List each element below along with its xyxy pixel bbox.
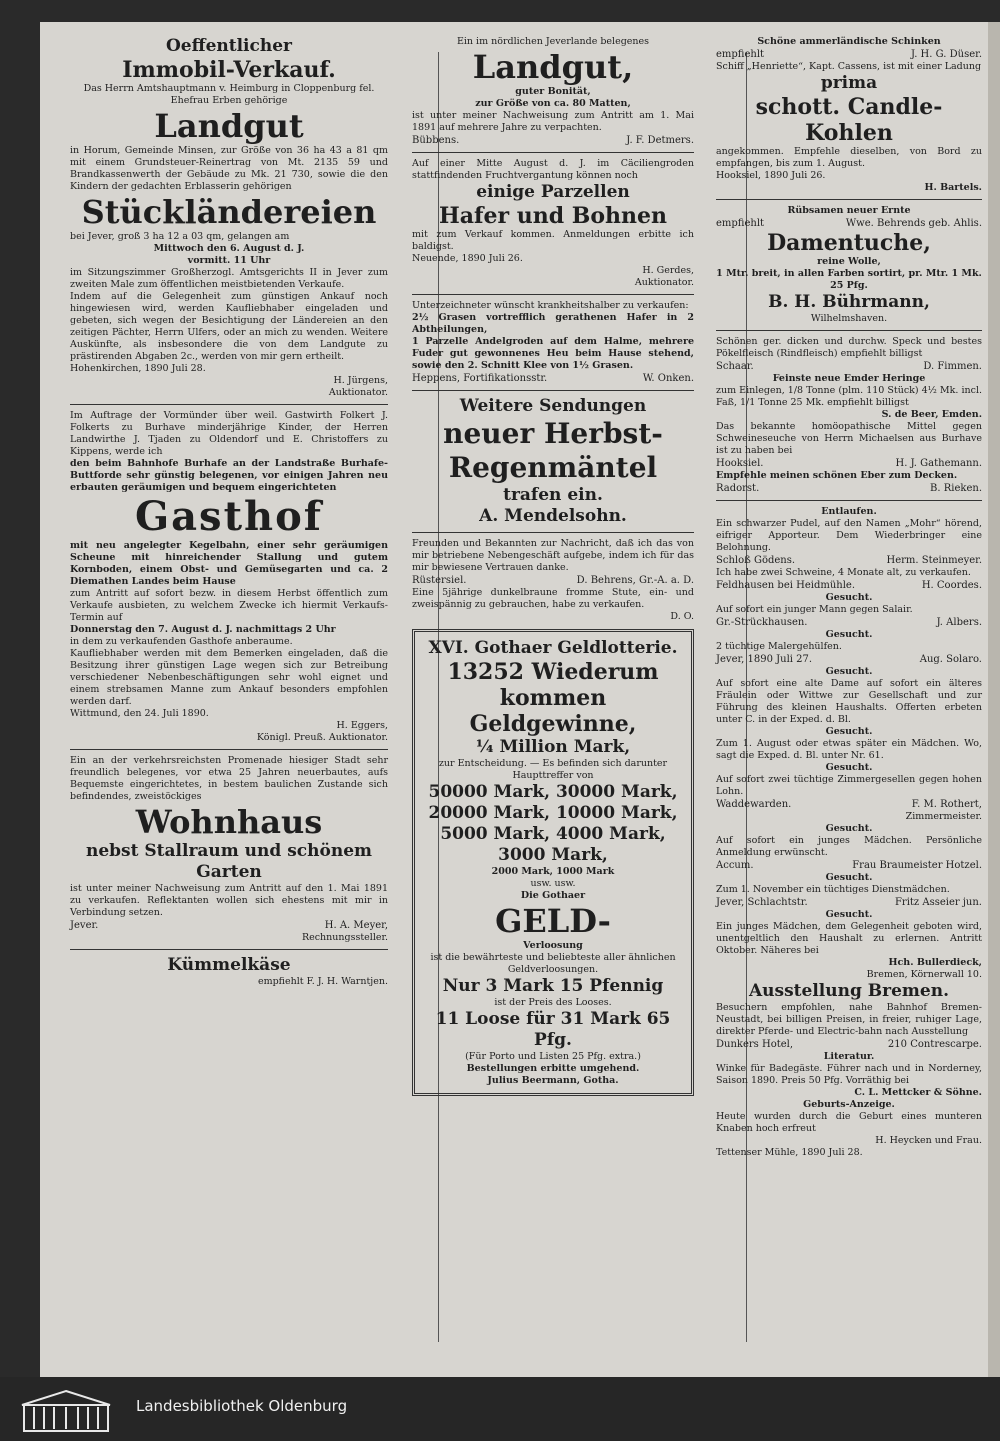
ad-text: Gesucht.: [825, 909, 873, 920]
signature-line: [716, 360, 982, 373]
place-text: Radorst.: [716, 483, 760, 494]
place-text: Bübbens.: [412, 135, 460, 146]
ad-heading: Landgut: [154, 107, 304, 145]
ad-text: Auf sofort ein junges Mädchen. Persönliche Anmeldung erwünscht.: [716, 835, 982, 858]
place-text: Schaar.: [716, 361, 754, 372]
ad-heading: trafen ein.: [503, 485, 603, 505]
signer-name: Aug. Solaro.: [919, 654, 982, 665]
ad-text: Auf sofort ein junger Mann gegen Salair.: [716, 604, 913, 615]
ad-text: im Sitzungszimmer Großherzogl. Amtsgerichts II in Jever zum zweiten Male zum öffentlichen meistbietenden Verkaufe.: [70, 267, 388, 290]
place-text: Jever, 1890 Juli 27.: [716, 654, 813, 665]
ad-text: zum Einlegen, 1/8 Tonne (plm. 110 Stück) 4½ Mk. incl. Faß, 1/1 Tonne 25 Mk. empfiehlt billigst: [716, 385, 982, 408]
ad-heading: einige Parzellen: [476, 182, 630, 202]
ad-text: vormitt. 11 Uhr: [187, 255, 271, 266]
ad-text: bei Jever, groß 3 ha 12 a 03 qm, gelangen am: [70, 231, 290, 242]
ad-text: Gesucht.: [825, 823, 873, 834]
rule: [70, 949, 388, 950]
ad-heading: Damentuche,: [767, 230, 931, 256]
ad-text: (Für Porto und Listen 25 Pfg. extra.): [465, 1051, 641, 1062]
place-text: Dunkers Hotel,: [716, 1039, 794, 1050]
ad-text: 2000 Mark, 1000 Mark: [491, 866, 615, 877]
place-text: Jever.: [70, 920, 99, 931]
ad-text: Auf sofort eine alte Dame auf sofort ein älteres Fräulein oder Wittwe zur Gesellschaft und zur Führung des kleinen Haushalts. Offerten erbeten unter C. in der Exped. d. Bl.: [716, 678, 982, 725]
ad-heading: A. Mendelsohn.: [479, 506, 627, 526]
ad-heading: 13252 Wiederum kommen Geldgewinne,: [447, 659, 659, 737]
ad-text: Kaufliebhaber werden mit dem Bemerken eingeladen, daß die Besitzung ihrer günstigen Lage wegen sich zur Betreibung verschiedener Nebenbeschäftigungen sehr wohl eignet und einem strebsamen Manne zum Ankauf besonders empfohlen werden darf.: [70, 648, 388, 707]
ad-text: Die Gothaer: [520, 890, 586, 901]
signer-name: B. Rieken.: [930, 483, 982, 494]
ad-text: Gesucht.: [825, 666, 873, 677]
newspaper-page: [40, 22, 988, 1377]
ad-text: mit neu angelegter Kegelbahn, einer sehr geräumigen Scheune mit hinreichender Stallung und gutem Kornboden, einem Obst- und Gemüsegarten und ca. 2 Diemathen Landes beim Hause: [70, 540, 388, 587]
signature-line: [70, 919, 388, 932]
place-text: Accum.: [716, 860, 754, 871]
ad-heading: Hafer und Bohnen: [438, 203, 668, 229]
signature-line: [412, 134, 694, 147]
ad-text: Ein an der verkehrsreichsten Promenade hiesiger Stadt sehr freundlich belegenes, vor etwa 25 Jahren neuerbautes, aufs Bequemste eingerichtetes, in bestem baulichen Zustande sich befindendes, zweistöckiges: [70, 755, 388, 802]
ad-text: zur Entscheidung. — Es befinden sich darunter Haupttreffer von: [438, 758, 668, 781]
place-text: Rüstersiel.: [412, 575, 467, 586]
signer-name: F. M. Rothert,: [911, 799, 982, 810]
ad-text: Indem auf die Gelegenheit zum günstigen Ankauf noch hingewiesen wird, werden Kaufliebhaber eingeladen und gebeten, sich wegen der Besichtigung der Ländereien an den zeitigen Pächter, Herrn Ulfers, oder an mich zu wenden. Weitere Auskünfte, als insbesondere die von dem Landgute zu prästirenden Abgaben 2c., werden von mir gern ertheilt.: [70, 291, 388, 362]
ad-text: Auf sofort zwei tüchtige Zimmergesellen gegen hohen Lohn.: [716, 774, 982, 797]
ad-text: Zimmermeister.: [905, 811, 982, 822]
ad-text: in Horum, Gemeinde Minsen, zur Größe von 36 ha 43 a 81 qm mit einem Grundsteuer-Reinertrag von Mt. 2135 59 und Brandkassenwerth der Gebäude zu Mk. 21 730, sowie die den Kindern der gedachten Erblasserin gehörigen: [70, 145, 388, 192]
ad-heading: neuer Herbst-: [443, 417, 663, 450]
library-footer: [0, 1377, 1000, 1441]
signature-line: [716, 579, 982, 592]
ad-heading: Oeffentlicher: [165, 36, 292, 56]
ad-heading: Wohnhaus: [135, 803, 323, 841]
ad-text: mit zum Verkauf kommen. Anmeldungen erbitte ich baldigst.: [412, 229, 694, 252]
ad-text: Königl. Preuß. Auktionator.: [256, 732, 388, 743]
ad-text: den beim Bahnhofe Burhafe an der Landstraße Burhafe-Buttforde sehr günstig belegenen, vor einigen Jahren neu erbauten geräumigen und bequem eingerichteten: [70, 458, 388, 493]
signer-name: H. A. Meyer,: [324, 920, 388, 931]
signature-line: [412, 574, 694, 587]
ad-text: Ich habe zwei Schweine, 4 Monate alt, zu verkaufen.: [716, 567, 971, 578]
ad-text: Gesucht.: [825, 872, 873, 883]
signer-name: Wwe. Behrends geb. Ahlis.: [845, 218, 982, 229]
place-text: Heppens, Fortifikationsstr.: [412, 373, 548, 384]
signer-name: Frau Braumeister Hotzel.: [852, 860, 982, 871]
ad-text: Feinste neue Emder Heringe: [772, 373, 926, 384]
rule: [716, 330, 982, 331]
ad-heading: Ausstellung Bremen.: [748, 981, 950, 1001]
ad-heading: Weitere Sendungen: [459, 396, 647, 416]
signer-name: H. Coordes.: [921, 580, 982, 591]
ad-heading: Immobil-Verkauf.: [122, 57, 336, 83]
ad-text: Auktionator.: [634, 277, 694, 288]
ad-text: H. Eggers,: [336, 720, 388, 731]
ad-text: Eine 5jährige dunkelbraune fromme Stute, ein- und zweispännig zu gebrauchen, habe zu verkaufen.: [412, 587, 694, 610]
ad-text: Winke für Badegäste. Führer nach und in Norderney, Saison 1890. Preis 50 Pfg. Vorräthig bei: [716, 1063, 982, 1086]
ad-heading: 5000 Mark, 4000 Mark,: [440, 824, 666, 844]
signer-name: Herm. Steinmeyer.: [886, 555, 982, 566]
ad-text: Das bekannte homöopathische Mittel gegen Schweineseuche von Herrn Michaelsen aus Burhave ist zu haben bei: [716, 421, 982, 456]
ad-heading: 50000 Mark, 30000 Mark,: [428, 782, 678, 802]
ad-text: ist unter meiner Nachweisung zum Antritt auf den 1. Mai 1891 zu verkaufen. Reflektanten wollen sich ehestens mit mir in Verbindung setzen.: [70, 883, 388, 918]
column-3: [716, 36, 982, 1159]
ad-text: Neuende, 1890 Juli 26.: [412, 253, 523, 264]
ad-text: Zum 1. November ein tüchtiges Dienstmädchen.: [716, 884, 950, 895]
ad-text: Wilhelmshaven.: [810, 313, 888, 324]
ad-heading: Gasthof: [134, 493, 324, 540]
ad-text: H. Bartels.: [924, 182, 982, 193]
rule: [412, 294, 694, 295]
ad-text: H. Heycken und Frau.: [875, 1135, 982, 1146]
signature-line: [716, 616, 982, 629]
ad-text: Rübsamen neuer Ernte: [787, 205, 911, 216]
ad-text: C. L. Mettcker & Söhne.: [854, 1087, 982, 1098]
signature-line: [716, 798, 982, 811]
ad-text: usw. usw.: [530, 878, 576, 889]
ad-text: Julius Beermann, Gotha.: [487, 1075, 619, 1086]
ad-text: Geburts-Anzeige.: [803, 1099, 895, 1110]
rule: [70, 404, 388, 405]
ad-text: Gesucht.: [825, 592, 873, 603]
ad-heading: nebst Stallraum und schönem Garten: [85, 841, 372, 882]
ad-text: ist unter meiner Nachweisung zum Antritt am 1. Mai 1891 auf mehrere Jahre zu verpachten.: [412, 110, 694, 133]
ad-heading: Kümmelkäse: [167, 955, 291, 975]
signature-line: [716, 554, 982, 567]
ad-heading: 20000 Mark, 10000 Mark,: [428, 803, 678, 823]
signature-line: [716, 48, 982, 61]
signer-name: D. Behrens, Gr.-A. a. D.: [576, 575, 694, 586]
ad-heading: 11 Loose für 31 Mark 65 Pfg.: [435, 1009, 671, 1050]
ad-text: ist die bewährteste und beliebteste aller ähnlichen Geldverloosungen.: [430, 952, 676, 975]
ad-text: 1 Parzelle Andelgroden auf dem Halme, mehrere Fuder gut gewonnenes Heu beim Hause stehend, sowie den 2. Schnitt Klee von 1½ Grasen.: [412, 336, 694, 371]
rule: [412, 532, 694, 533]
ad-text: 1 Mtr. breit, in allen Farben sortirt, pr. Mtr. 1 Mk. 25 Pfg.: [716, 268, 982, 291]
signature-line: [716, 653, 982, 666]
ad-heading: GELD-: [495, 902, 611, 940]
ad-heading: Nur 3 Mark 15 Pfennig: [442, 976, 664, 996]
place-text: empfiehlt: [716, 218, 765, 229]
ad-text: Im Auftrage der Vormünder über weil. Gastwirth Folkert J. Folkerts zu Burhave minderjährige Kinder, der Herren Landwirthe J. Tjaden zu Oldendorf und E. Christoffers zu Kippens, werde ich: [70, 410, 388, 457]
ad-text: Empfehle meinen schönen Eber zum Decken.: [716, 470, 958, 481]
ad-heading: schott. Candle-Kohlen: [755, 94, 943, 146]
signature-line: [716, 896, 982, 909]
rule: [716, 500, 982, 501]
ad-text: Unterzeichneter wünscht krankheitshalber zu verkaufen:: [412, 300, 689, 311]
signer-name: D. Fimmen.: [923, 361, 982, 372]
ad-text: Hohenkirchen, 1890 Juli 28.: [70, 363, 206, 374]
ad-text: Ein junges Mädchen, dem Gelegenheit geboten wird, unentgeltlich den Haushalt zu erlernen. Antritt Oktober. Näheres bei: [716, 921, 982, 956]
signer-name: Fritz Asseier jun.: [894, 897, 982, 908]
ad-text: H. Jürgens,: [333, 375, 388, 386]
ad-text: Verloosung: [523, 940, 583, 951]
ad-text: ist der Preis des Looses.: [494, 997, 612, 1008]
ad-text: Schönen ger. dicken und durchw. Speck und bestes Pökelfleisch (Rindfleisch) empfiehlt billigst: [716, 336, 982, 359]
place-text: Feldhausen bei Heidmühle.: [716, 580, 856, 591]
signature-line: [716, 859, 982, 872]
ad-text: Freunden und Bekannten zur Nachricht, daß ich das von mir betriebene Nebengeschäft aufgebe, indem ich für das mir bewiesene Vertrauen danke.: [412, 538, 694, 573]
signer-name: W. Onken.: [642, 373, 694, 384]
ad-text: Das Herrn Amtshauptmann v. Heimburg in Cloppenburg fel. Ehefrau Erben gehörige: [83, 83, 375, 106]
ad-heading: Landgut,: [472, 48, 634, 86]
ad-text: Schiff „Henriette“, Kapt. Cassens, ist mit einer Ladung: [716, 61, 982, 72]
ad-text: Gesucht.: [825, 629, 873, 640]
rule: [412, 152, 694, 153]
ad-text: Besuchern empfohlen, nahe Bahnhof Bremen-Neustadt, bei billigen Preisen, in freier, ruhiger Lage, direkter Pferde- und Electric-bahn nach Ausstellung: [716, 1002, 982, 1037]
ad-text: reine Wolle,: [817, 256, 881, 267]
ad-text: Ein im nördlichen Jeverlande belegenes: [456, 36, 650, 47]
signature-line: [716, 1038, 982, 1051]
rule: [70, 749, 388, 750]
ad-heading: XVI. Gothaer Geldlotterie.: [428, 638, 678, 658]
ad-text: Tettenser Mühle, 1890 Juli 28.: [716, 1147, 863, 1158]
ad-heading: Regenmäntel: [448, 451, 658, 484]
ad-text: angekommen. Empfehle dieselben, von Bord zu empfangen, bis zum 1. August.: [716, 146, 982, 169]
rule: [716, 199, 982, 200]
ad-text: Schöne ammerländische Schinken: [757, 36, 941, 47]
place-text: Jever, Schlachtstr.: [716, 897, 808, 908]
page-edge: [988, 22, 1000, 1377]
signature-line: [412, 372, 694, 385]
ad-text: Rechnungssteller.: [301, 932, 388, 943]
lottery-ad-box: [412, 629, 694, 1096]
signer-name: J. Albers.: [936, 617, 982, 628]
ad-text: H. Gerdes,: [642, 265, 694, 276]
ad-text: Literatur.: [823, 1051, 875, 1062]
rule: [412, 390, 694, 391]
column-1: [70, 36, 388, 988]
ad-text: Auktionator.: [328, 387, 388, 398]
signature-line: [716, 482, 982, 495]
library-building-icon: [18, 1389, 114, 1433]
ad-text: D. O.: [670, 611, 694, 622]
ad-text: Auf einer Mitte August d. J. im Cäciliengroden stattfindenden Fruchtvergantung können noch: [412, 158, 694, 181]
ad-text: 2½ Grasen vortrefflich gerathenen Hafer in 2 Abtheilungen,: [412, 312, 694, 335]
ad-heading: ¼ Million Mark,: [475, 737, 631, 757]
place-text: Hooksiel.: [716, 458, 764, 469]
ad-text: guter Bonität,: [515, 86, 591, 97]
signer-name: H. J. Gathemann.: [895, 458, 982, 469]
ad-text: Hch. Bullerdieck,: [888, 957, 982, 968]
place-text: Waddewarden.: [716, 799, 792, 810]
ad-heading: prima: [820, 73, 878, 93]
library-name: Landesbibliothek Oldenburg: [136, 1397, 348, 1415]
column-2: [412, 36, 694, 1096]
ad-text: Hooksiel, 1890 Juli 26.: [716, 170, 826, 181]
ad-text: Heute wurden durch die Geburt eines munteren Knaben hoch erfreut: [716, 1111, 982, 1134]
ad-text: Ein schwarzer Pudel, auf den Namen „Mohr“ hörend, eifriger Apporteur. Dem Wiederbringer eine Belohnung.: [716, 518, 982, 553]
ad-heading: B. H. Bührmann,: [768, 292, 930, 312]
ad-text: Gesucht.: [825, 726, 873, 737]
ad-text: zur Größe von ca. 80 Matten,: [475, 98, 631, 109]
ad-text: Donnerstag den 7. August d. J. nachmittags 2 Uhr: [70, 624, 336, 635]
ad-text: empfiehlt F. J. H. Warntjen.: [257, 976, 388, 987]
ad-text: Mittwoch den 6. August d. J.: [153, 243, 305, 254]
ad-text: Zum 1. August oder etwas später ein Mädchen. Wo, sagt die Exped. d. Bl. unter Nr. 61.: [716, 738, 982, 761]
ad-text: Bremen, Körnerwall 10.: [866, 969, 982, 980]
ad-text: in dem zu verkaufenden Gasthofe anberaume.: [70, 636, 293, 647]
place-text: empfiehlt: [716, 49, 765, 60]
ad-text: 2 tüchtige Malergehülfen.: [716, 641, 842, 652]
ad-text: zum Antritt auf sofort bezw. in diesem Herbst öffentlich zum Verkaufe ausbieten, zu welchem Zwecke ich hiermit Verkaufs-Termin auf: [70, 588, 388, 623]
ad-text: S. de Beer, Emden.: [881, 409, 982, 420]
ad-text: Wittmund, den 24. Juli 1890.: [70, 708, 209, 719]
ad-heading: Stückländereien: [81, 193, 377, 231]
signer-name: J. H. G. Düser.: [910, 49, 982, 60]
signature-line: [716, 457, 982, 470]
signer-name: J. F. Detmers.: [626, 135, 694, 146]
ad-text: Bestellungen erbitte umgehend.: [466, 1063, 640, 1074]
place-text: Schloß Gödens.: [716, 555, 796, 566]
ad-text: Entlaufen.: [821, 506, 877, 517]
signature-line: [716, 217, 982, 230]
ad-text: Gesucht.: [825, 762, 873, 773]
ad-heading: 3000 Mark,: [498, 845, 608, 865]
signer-name: 210 Contrescarpe.: [887, 1039, 982, 1050]
place-text: Gr.-Strückhausen.: [716, 617, 808, 628]
